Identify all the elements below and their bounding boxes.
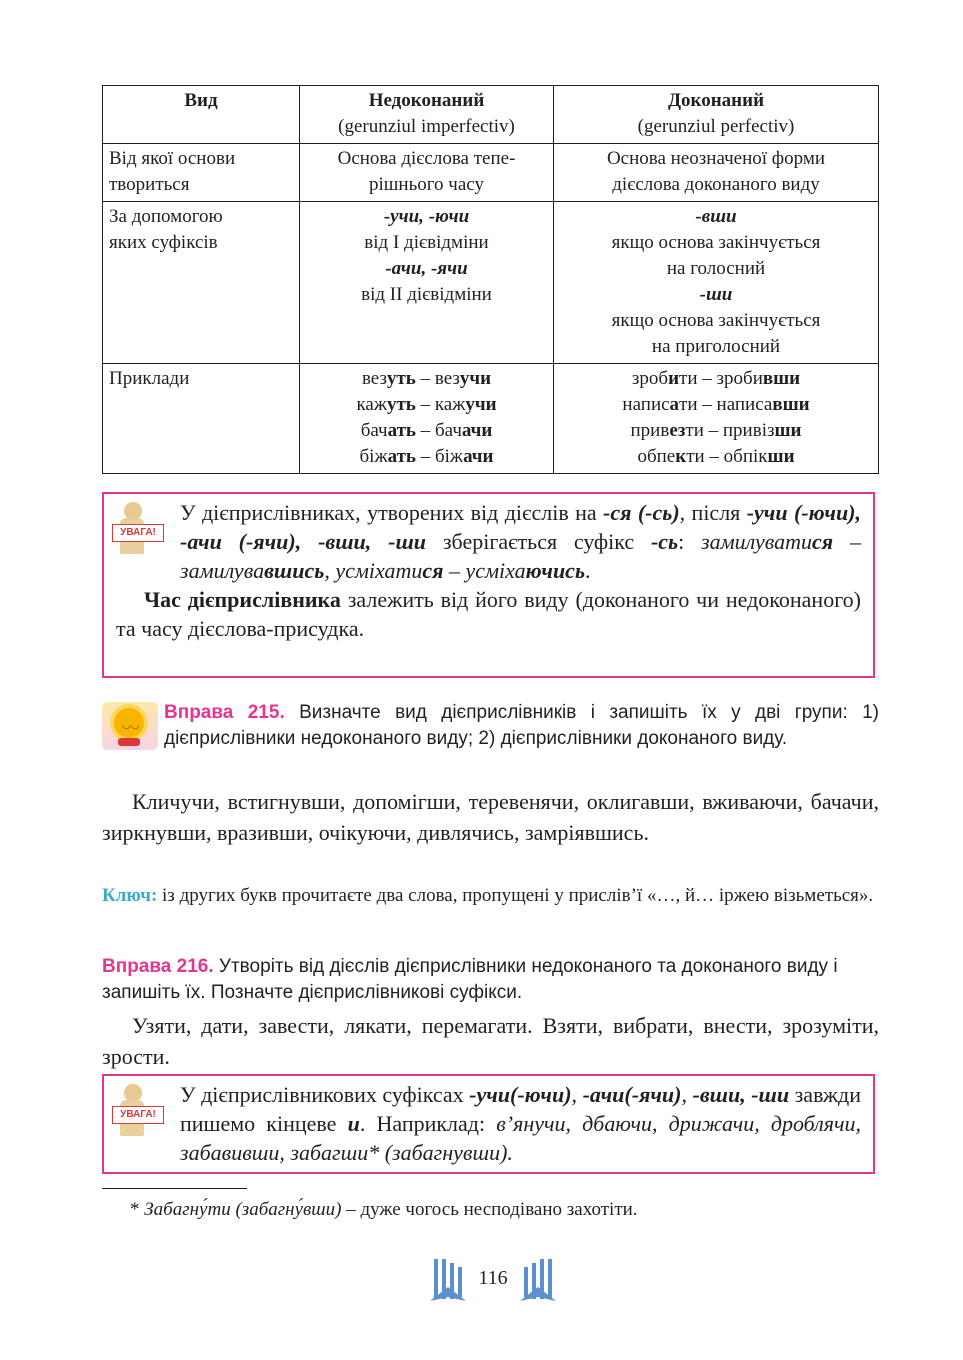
ornament-right-icon bbox=[518, 1257, 558, 1305]
example-line: бачать – бачачи bbox=[360, 420, 493, 441]
example-line: привезти – привізши bbox=[630, 420, 802, 441]
footnote: * Забагну́ти (забагну́вши) – дуже чогось несподівано захотіти. bbox=[130, 1199, 638, 1220]
cell-perf-examples bbox=[554, 364, 879, 474]
example-line: кажуть – кажучи bbox=[356, 394, 497, 415]
row-label-suffixes: За допомогою яких суфіксів bbox=[103, 202, 300, 364]
gerund-table bbox=[102, 85, 879, 474]
example-line: написати – написавши bbox=[622, 394, 810, 415]
attention-box-final-i bbox=[102, 1074, 875, 1174]
row-label-base: Від якої основи твориться bbox=[103, 144, 300, 202]
header-vyd: Вид bbox=[103, 86, 300, 144]
exercise-216-instruction: Вправа 216. Утворіть від дієслів дієприслівники недоконаного та доконаного виду і запишіть їх. Позначте дієприслівникові суфікси. bbox=[102, 956, 838, 1003]
example-line: обпекти – обпікши bbox=[637, 446, 795, 467]
table-row bbox=[103, 144, 879, 202]
exercise-215-words: Кличучи, встигнувши, допомігши, теревенячи, оклигавши, вживаючи, бачачи, зиркнувши, вразивши, очікуючи, дивлячись, замріявшись. bbox=[102, 789, 879, 845]
example-line: біжать – біжачи bbox=[359, 446, 494, 467]
attention-figure-icon: УВАГА! bbox=[112, 1084, 172, 1142]
example-line: везуть – везучи bbox=[361, 368, 492, 389]
footnote-divider bbox=[102, 1188, 247, 1189]
attention-box-suffix-sya bbox=[102, 492, 875, 678]
cell-imperf-suffixes: -учи, -ючи від І дієвідміни -ачи, -ячи від ІІ дієвідміни bbox=[300, 202, 554, 364]
header-perfective: Доконаний (gerunziul perfectiv) bbox=[554, 86, 879, 144]
cell-perf-suffixes: -вши якщо основа закінчується на голосний -ши якщо основа закінчується на приголосний bbox=[554, 202, 879, 364]
attention-paragraph: Час дієприслівника залежить від його виду (доконаного чи недоконаного) та часу дієслова-присудка. bbox=[116, 587, 861, 641]
row-label-examples: Приклади bbox=[103, 364, 300, 474]
cell-perf-base: Основа неозначеної форми дієслова доконаного виду bbox=[554, 144, 879, 202]
table-header-row bbox=[103, 86, 879, 144]
ornament-left-icon bbox=[428, 1257, 468, 1305]
header-imperfective: Недоконаний (gerunziul imperfectiv) bbox=[300, 86, 554, 144]
page-number: 116 bbox=[478, 1267, 508, 1289]
cell-imperf-examples bbox=[300, 364, 554, 474]
table-row bbox=[103, 364, 879, 474]
exercise-sun-icon: ◡◡ bbox=[102, 702, 158, 750]
exercise-215-instruction: Вправа 215. Визначте вид дієприслівників і запишіть їх у дві групи: 1) дієприслівники недоконаного виду; 2) дієприслівники доконаного виду. bbox=[164, 702, 880, 749]
attention-figure-icon: УВАГА! bbox=[112, 502, 172, 560]
attention-paragraph: У дієприслівниках, утворених від дієслів на -ся (-сь), після -учи (-ючи), -ачи (-ячи), -вши, -ши зберігається суфікс -сь: замилуватися – замилувавшись, усміхатися – усміхаючись. bbox=[180, 500, 862, 583]
attention-paragraph: У дієприслівникових суфіксах -учи(-ючи), -ачи(-ячи), -вши, -ши завжди пишемо кінцеве и. Наприклад: в’янучи, дбаючи, дрижачи, дроблячи, забавивши, забагши* (забагнувши). bbox=[180, 1082, 861, 1165]
cell-imperf-base: Основа дієслова тепе- рішнього часу bbox=[300, 144, 554, 202]
table-row bbox=[103, 202, 879, 364]
page-number-block bbox=[428, 1257, 558, 1305]
exercise-216-words: Узяти, дати, завести, лякати, перемагати. Взяти, вибрати, внести, зрозуміти, зрости. bbox=[102, 1013, 879, 1069]
exercise-215-key: Ключ: із других букв прочитаєте два слова, пропущені у прислів’ї «…, й… іржею візьметься». bbox=[102, 885, 874, 906]
example-line: зробити – зробивши bbox=[631, 368, 801, 389]
